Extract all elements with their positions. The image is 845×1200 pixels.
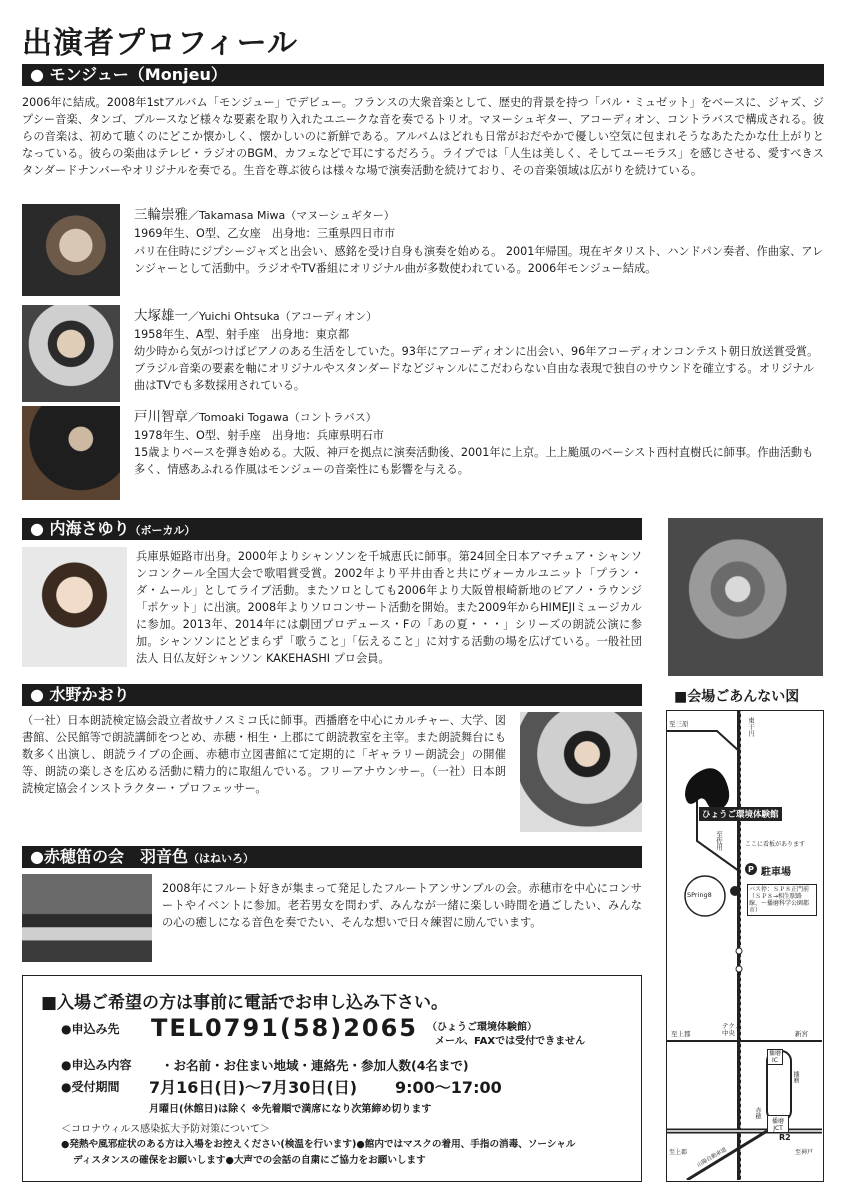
uchiumi-bio: 兵庫県姫路市出身。2000年よりシャンソンを千城恵氏に師事。第24回全日本アマチュア・シャンソンコンクール全国大会で歌唱賞受賞。2002年より平井由香と共にヴォーカルユニット「プラン・ダ・ムール」としてライブ活動。またソロとしても2006年より大阪曽根崎新地のピアノ・ラウンジ「ポケット」に出演。2008年よりソロコンサート活動を開始。また2009年からHIMEJIミュージカルに参加。2013年、2014年には劇団プロデュース・Fの「あの夏・・・」シリーズの朗読公演に参加。シャンソンにとどまらず「歌うこと」「伝えること」に対する活動の場を広げている。一般社団法人 日仏友好シャンソン KAKEHASHI プロ会員。: [136, 550, 642, 665]
hane-heading-text: ●赤穂笛の会 羽音色: [30, 847, 188, 866]
monjeu-intro: 2006年に結成。2008年1stアルバム「モンジュー」でデビュー。フランスの大衆音楽として、歴史的背景を持つ「バル・ミュゼット」をベースに、ジャズ、ジプシー音楽、タンゴ、ブルースなど様々な要素を取り入れたユニークな音を奏でるトリオ。マヌーシュギター、アコーディオン、コントラバスで構成される。彼らの音楽は、初めて聴くのにどこか懐かしく、懐かしいのに新鮮である。アルバムはどれも日常がおだやかで優しい空気に包まれそうなあたたかな仕上がりとなっている。彼らの楽曲はテレビ・ラジオのBGM、カフェなどで耳にするだろう。ライブでは「人生は美しく、そしてユーモラス」を感じさせる、愛すべきスタンダードナンバーやオリジナルを奏でる。生音を尊ぶ彼らは様々な場で演奏活動を続けており、その音楽領域は広がりを続けている。: [22, 96, 824, 177]
hane-heading-sub: （はねいろ）: [187, 852, 254, 865]
ohtsuka-name-line: [134, 307, 824, 326]
period-label: ●受付期間: [61, 1080, 120, 1094]
venue-aerial-photo: [668, 518, 823, 676]
togawa-name-line: [134, 408, 824, 427]
map-label-kobe: 至神戸: [795, 1149, 814, 1156]
tel-note-no-fax: メール、FAXでは受付できません: [435, 1036, 586, 1047]
map-label-bus: [747, 884, 817, 916]
venue-map: [666, 710, 824, 1182]
uchiumi-heading-text: ● 内海さゆり: [30, 519, 130, 538]
togawa-bio: 15歳よりベースを弾き始める。大阪、神戸を拠点に演奏活動後、2001年に上京。上上颱風のベーシスト西村直樹氏に師事。作曲活動も多く、情感あふれる作風はモンジューの音楽性にも影響を与える。: [134, 446, 814, 476]
reservation-box: [22, 975, 642, 1182]
miwa-photo: [22, 204, 120, 296]
map-label-ic: 播磨IC: [768, 1050, 781, 1064]
map-label-parking: 駐車場: [761, 867, 791, 878]
map-label-spring8: SPring8: [687, 891, 712, 899]
map-label-ako: 赤穂: [754, 1107, 761, 1119]
map-label-techno: テクノ中央: [722, 1022, 742, 1037]
ohtsuka-profile: 1958年生、A型、射手座 出身地：東京都: [134, 328, 350, 341]
reservation-title: ■入場ご希望の方は事前に電話でお申し込み下さい。: [41, 993, 449, 1013]
period-time: 9:00〜17:00: [395, 1078, 502, 1097]
tel-note-venue: （ひょうご環境体験館）: [427, 1022, 537, 1033]
uchiumi-photo: [22, 547, 127, 667]
map-label-sanyo: 山陽自動車道: [696, 1147, 728, 1169]
venue-building-icon: [685, 768, 729, 811]
uchiumi-heading-sub: （ボーカル）: [129, 524, 196, 537]
ohtsuka-bio: 幼少時から気がつけばピアノのある生活をしていた。93年にアコーディオンに出会い、96年アコーディオンコンテスト朝日放送賞受賞。ブラジル音楽の要素を軸にオリジナルやスタンダードなどジャンルにこだわらない自由な表現で独自のサウンドを確立する。オリジナル曲はTVでも多数採用されている。: [134, 345, 819, 392]
tel-number: TEL0791(58)2065: [151, 1014, 418, 1042]
map-road-sw: [687, 1131, 767, 1180]
apply-label: ●申込み先: [61, 1022, 120, 1036]
map-svg: [667, 711, 822, 1180]
miwa-bio: パリ在住時にジプシージャズと出会い、感銘を受け自身も演奏を始める。 2001年帰国。現在ギタリスト、ハンドパン奏者、作曲家、アレンジャーとして活動中。ラジオやTV番組にオリジナル曲が多数使われている。2006年モンジュー結成。: [134, 245, 824, 275]
miwa-profile: 1969年生、O型、乙女座 出身地：三重県四日市市: [134, 227, 396, 240]
map-label-bus-text: バス停：ＳＰ８正門前: [749, 886, 810, 893]
togawa-profile: 1978年生、O型、射手座 出身地：兵庫県明石市: [134, 429, 384, 442]
ohtsuka-name: 大塚雄一: [134, 308, 188, 324]
map-label-kita: 東干円: [747, 717, 755, 737]
map-road-nw: [667, 731, 739, 751]
mizuno-bio: （一社）日本朗読検定協会設立者故サノスミコ氏に師事。西播磨を中心にカルチャー、大学、図書館、公民館等で朗読講師をつとめ、赤穂・相生・上郡にて朗読教室を主宰。また朗読舞台にも数多く出演し、朗読ライブの企画、赤穂市立図書館にて定期的に「ギャラリー朗読会」の開催等、朗読の楽しさを広める活動に精力的に取組んでいる。フリーアナウンサー。（一社）日本朗読検定協会インストラクター・プロフェッサー。: [22, 714, 506, 795]
map-label-harima: 播磨: [792, 1071, 799, 1083]
map-label-sayo: 至佐用: [715, 831, 723, 851]
map-caption: ■会場ごあんない図: [674, 689, 800, 705]
svg-text:P: P: [748, 865, 754, 874]
map-label-bus-note: （ＳＰ８→相生駅路線、〜播磨科学公園都市）: [749, 893, 810, 914]
map-label-venue: ひょうご環境体験館: [699, 807, 782, 821]
hane-photo: [22, 874, 152, 962]
content-text: ・お名前・お住まい地域・連絡先・参加人数(4名まで): [161, 1058, 469, 1073]
map-label-shimosato: 至三原: [669, 720, 689, 728]
mizuno-heading: ● 水野かおり: [22, 684, 642, 706]
map-label-higashi: 至上郡: [671, 1030, 691, 1038]
period-note: 月曜日(休館日)は除く ※先着順で満席になり次第締め切ります: [149, 1104, 432, 1115]
map-label-r2: R2: [779, 1133, 791, 1142]
covid-title: ＜コロナウィルス感染拡大予防対策について＞: [61, 1124, 270, 1135]
hane-heading: [22, 846, 642, 868]
covid-line-2: ディスタンスの確保をお願いします●大声での会話の自粛にご協力をお願いします: [73, 1155, 426, 1166]
bus-stop-icon: [730, 886, 740, 896]
togawa-name-en: ／Tomoaki Togawa（コントラバス）: [188, 411, 377, 424]
uchiumi-heading: [22, 518, 642, 540]
togawa-name: 戸川智章: [134, 409, 188, 425]
map-label-jct: 播磨JCT: [767, 1115, 789, 1133]
miwa-name-en: ／Takamasa Miwa（マヌーシュギター）: [188, 209, 395, 222]
content-label: ●申込み内容: [61, 1058, 132, 1072]
map-label-turn-note: ここに看板があります: [745, 841, 806, 848]
covid-line-1: ●発熱や風邪症状のある方は入場をお控えください(検温を行います)●館内ではマスクの着用、手指の消毒、ソーシャル: [61, 1139, 576, 1150]
ohtsuka-photo: [22, 305, 120, 402]
hane-bio: 2008年にフルート好きが集まって発足したフルートアンサンブルの会。赤穂市を中心にコンサートやイベントに参加。老若男女を問わず、みんなが一緒に楽しい時間を過ごしたい、みんなの心の癒しになる音色を奏でたい、そんな想いで日々練習に励んでいます。: [162, 882, 642, 929]
map-label-kamigori: 至上郡: [669, 1149, 688, 1156]
mizuno-photo: [520, 712, 642, 832]
ohtsuka-name-en: ／Yuichi Ohtsuka（アコーディオン）: [188, 310, 378, 323]
map-label-shinguchi: 新宮: [795, 1030, 808, 1038]
miwa-name: 三輪崇雅: [134, 207, 188, 223]
miwa-name-line: [134, 206, 824, 225]
page-title: 出演者プロフィール: [22, 26, 298, 61]
togawa-photo: [22, 406, 120, 500]
period-dates: 7月16日(日)〜7月30日(日): [149, 1078, 358, 1097]
monjeu-heading: ● モンジュー（Monjeu）: [22, 64, 824, 86]
